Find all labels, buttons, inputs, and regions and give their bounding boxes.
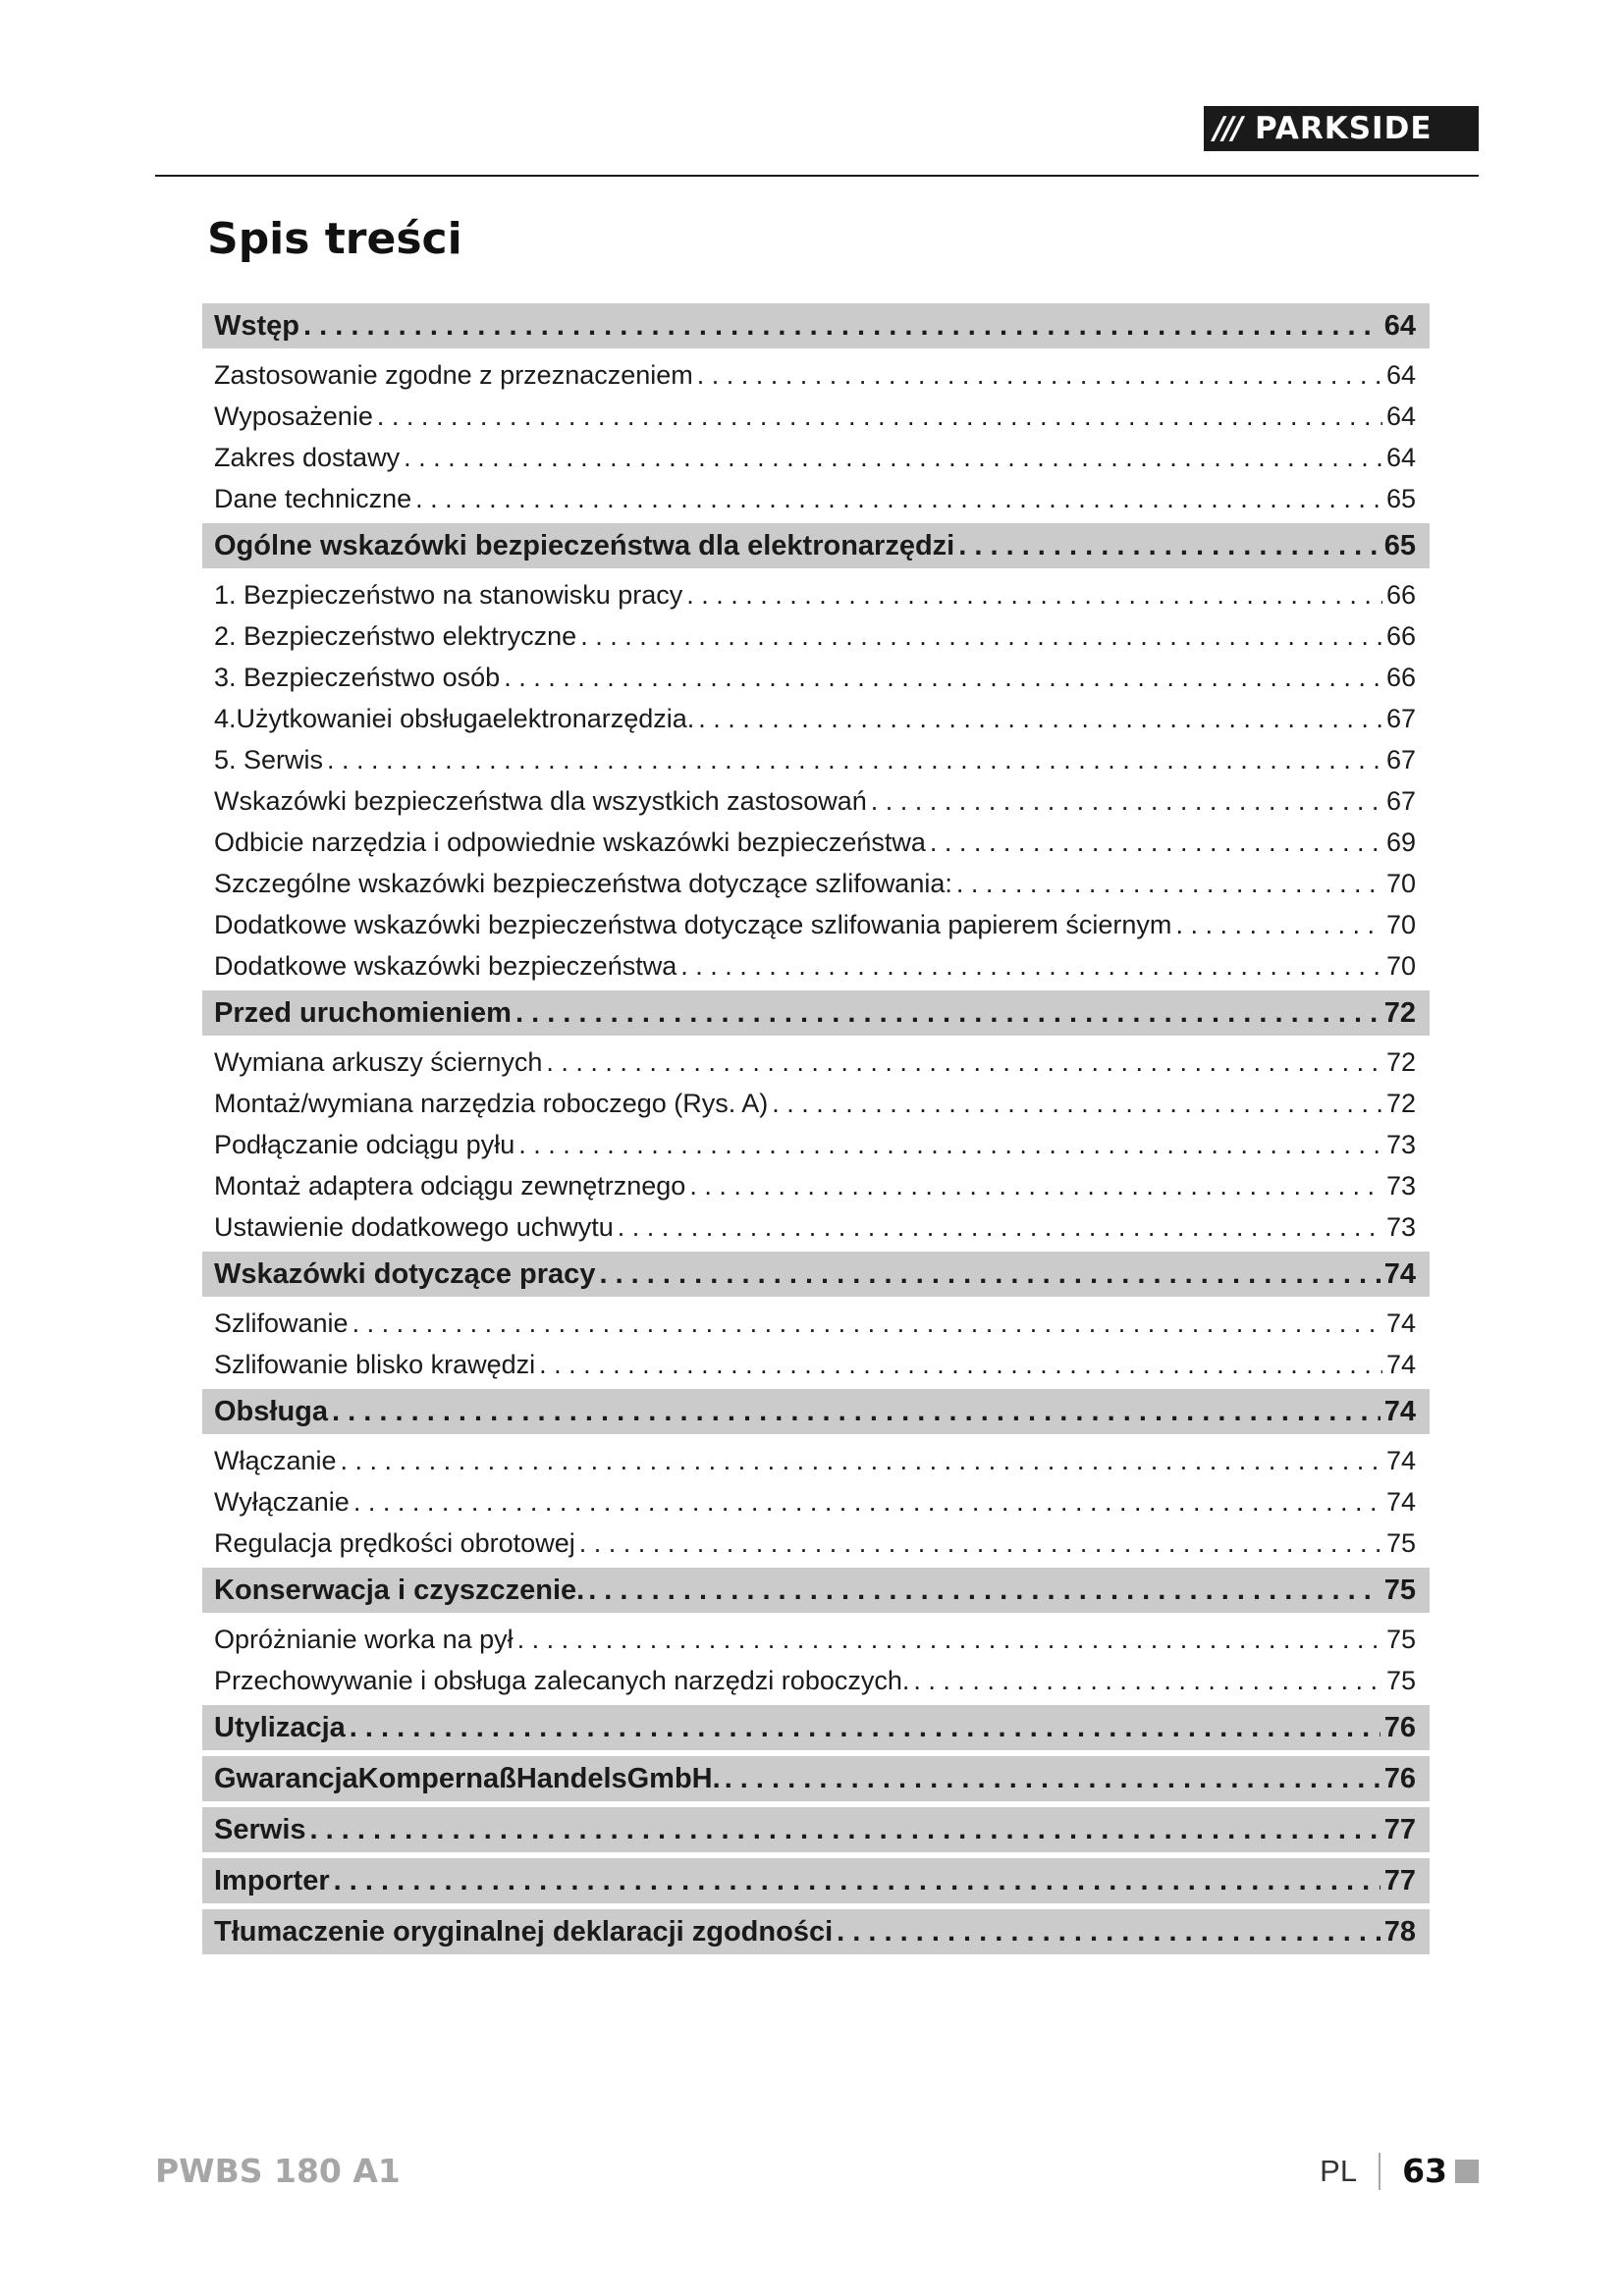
toc-item[interactable] [202,354,1430,396]
toc-page-number: 76 [1383,1711,1416,1743]
toc-item[interactable] [202,1660,1430,1701]
footer-square-icon [1455,2160,1479,2183]
toc-label: 4.Użytkowaniei obsługaelektronarzędzia. [214,703,695,733]
toc-label: Ustawienie dodatkowego uchwytu [214,1211,614,1242]
toc-leader-dots [504,663,1382,693]
toc-label: Regulacja prędkości obrotowej [214,1527,575,1558]
toc-item[interactable] [202,698,1430,739]
toc-leader-dots [546,1047,1382,1078]
toc-page-number: 67 [1385,744,1416,774]
table-of-contents [202,299,1430,1960]
toc-label: Odbicie narzędzia i odpowiednie wskazówki bezpieczeństwa [214,827,926,857]
toc-leader-dots [415,484,1382,514]
toc-item[interactable] [202,396,1430,437]
toc-section[interactable] [202,990,1430,1036]
toc-page-number: 69 [1385,827,1416,857]
toc-leader-dots [913,1666,1382,1696]
toc-page-number: 75 [1383,1574,1416,1606]
toc-page-number: 73 [1385,1129,1416,1159]
toc-leader-dots [352,1308,1382,1339]
toc-item[interactable] [202,1041,1430,1083]
toc-leader-dots [334,1865,1380,1897]
toc-page-number: 65 [1383,529,1416,561]
toc-item[interactable] [202,574,1430,615]
toc-section[interactable] [202,303,1430,348]
toc-page-number: 77 [1383,1864,1416,1896]
toc-label: Szlifowanie blisko krawędzi [214,1349,536,1379]
toc-label: 5. Serwis [214,744,324,774]
toc-leader-dots [697,360,1382,391]
footer-model: PWBS 180 A1 [155,2152,401,2190]
toc-leader-dots [680,951,1382,982]
toc-leader-dots [725,1763,1380,1795]
toc-item[interactable] [202,1619,1430,1660]
toc-leader-dots [1175,910,1382,940]
toc-label: Szczególne wskazówki bezpieczeństwa dotyczące szlifowania: [214,868,952,898]
toc-label: GwarancjaKompernaßHandelsGmbH. [214,1762,721,1794]
toc-page-number: 73 [1385,1170,1416,1201]
toc-label: Przechowywanie i obsługa zalecanych narzędzi roboczych. [214,1665,910,1695]
toc-label: Montaż adaptera odciągu zewnętrznego [214,1170,686,1201]
footer-separator [1379,2153,1380,2190]
parkside-logo [1204,106,1479,151]
toc-item[interactable] [202,615,1430,657]
toc-item[interactable] [202,822,1430,863]
toc-leader-dots [303,310,1380,343]
toc-page-number: 64 [1385,442,1416,472]
toc-label: 3. Bezpieczeństwo osób [214,662,501,692]
toc-label: Dodatkowe wskazówki bezpieczeństwa [214,950,677,981]
toc-section[interactable] [202,1756,1430,1801]
toc-leader-dots [327,745,1382,775]
toc-label: Szlifowanie [214,1308,349,1338]
toc-label: Opróżnianie worka na pył [214,1624,514,1654]
toc-section[interactable] [202,1705,1430,1750]
toc-item[interactable] [202,1206,1430,1248]
toc-label: Serwis [214,1813,306,1845]
toc-label: Włączanie [214,1445,337,1475]
toc-leader-dots [377,401,1382,432]
toc-label: Podłączanie odciągu pyłu [214,1129,515,1159]
toc-page-number: 67 [1385,703,1416,733]
toc-label: Wyłączanie [214,1486,350,1517]
toc-section[interactable] [202,1252,1430,1297]
toc-page-number: 70 [1385,909,1416,939]
toc-section[interactable] [202,1389,1430,1434]
toc-label: Zastosowanie zgodne z przeznaczeniem [214,359,693,390]
toc-label: Wstęp [214,309,299,342]
toc-leader-dots [588,1575,1380,1607]
toc-page-number: 78 [1383,1915,1416,1948]
toc-item[interactable] [202,478,1430,519]
toc-leader-dots [518,1130,1382,1160]
footer-page-number: 63 [1402,2152,1447,2190]
toc-label: 2. Bezpieczeństwo elektryczne [214,620,577,651]
toc-leader-dots [515,997,1380,1030]
toc-label: Wyposażenie [214,400,373,431]
toc-label: Dodatkowe wskazówki bezpieczeństwa dotyczące szlifowania papierem ściernym [214,909,1172,939]
toc-leader-dots [332,1396,1380,1428]
toc-page-number: 65 [1385,483,1416,513]
toc-item[interactable] [202,1481,1430,1522]
toc-label: Przed uruchomieniem [214,996,512,1029]
toc-item[interactable] [202,1344,1430,1385]
toc-label: 1. Bezpieczeństwo na stanowisku pracy [214,579,683,610]
toc-item[interactable] [202,437,1430,478]
toc-leader-dots [517,1625,1382,1655]
toc-page-number: 72 [1385,1088,1416,1118]
toc-page-number: 74 [1385,1308,1416,1338]
page-title: Spis treści [207,214,462,264]
toc-leader-dots [618,1212,1382,1243]
toc-label: Obsługa [214,1395,329,1427]
toc-label: Konserwacja i czyszczenie. [214,1574,585,1606]
footer-page-info [1320,2152,1479,2190]
toc-page-number: 74 [1383,1395,1416,1427]
toc-section[interactable] [202,1858,1430,1903]
footer-lang: PL [1320,2153,1358,2188]
toc-page-number: 72 [1385,1046,1416,1077]
toc-label: Zakres dostawy [214,442,401,472]
toc-page-number: 73 [1385,1211,1416,1242]
toc-leader-dots [579,1528,1382,1559]
toc-page-number: 70 [1385,868,1416,898]
logo-brand: PARKSIDE [1254,111,1433,146]
toc-leader-dots [353,1487,1382,1518]
toc-leader-dots [539,1350,1382,1380]
header-rule [155,175,1479,177]
toc-leader-dots [689,1171,1382,1201]
toc-leader-dots [341,1446,1382,1476]
toc-page-number: 74 [1383,1257,1416,1290]
toc-item[interactable] [202,739,1430,780]
toc-leader-dots [310,1814,1380,1846]
toc-page-number: 74 [1385,1445,1416,1475]
toc-label: Wskazówki dotyczące pracy [214,1257,596,1290]
toc-page-number: 66 [1385,579,1416,610]
toc-label: Dane techniczne [214,483,412,513]
toc-leader-dots [698,704,1382,734]
toc-leader-dots [404,443,1382,473]
toc-page-number: 74 [1385,1349,1416,1379]
toc-page-number: 72 [1383,996,1416,1029]
toc-page-number: 67 [1385,785,1416,816]
toc-section[interactable] [202,1909,1430,1954]
toc-section[interactable] [202,523,1430,568]
toc-page-number: 75 [1385,1624,1416,1654]
toc-item[interactable] [202,1165,1430,1206]
toc-leader-dots [930,828,1382,858]
toc-page-number: 64 [1383,309,1416,342]
toc-page-number: 76 [1383,1762,1416,1794]
toc-leader-dots [599,1258,1380,1291]
toc-item[interactable] [202,1124,1430,1165]
toc-leader-dots [871,786,1382,817]
toc-item[interactable] [202,1522,1430,1564]
toc-label: Utylizacja [214,1711,346,1743]
toc-label: Wymiana arkuszy ściernych [214,1046,543,1077]
toc-page-number: 70 [1385,950,1416,981]
toc-leader-dots [956,869,1382,899]
toc-item[interactable] [202,1303,1430,1344]
toc-page-number: 64 [1385,359,1416,390]
toc-page-number: 66 [1385,662,1416,692]
toc-page-number: 64 [1385,400,1416,431]
toc-page-number: 74 [1385,1486,1416,1517]
toc-section[interactable] [202,1568,1430,1613]
toc-item[interactable] [202,780,1430,822]
toc-label: Wskazówki bezpieczeństwa dla wszystkich zastosowań [214,785,867,816]
toc-label: Importer [214,1864,330,1896]
toc-page-number: 66 [1385,620,1416,651]
toc-section[interactable] [202,1807,1430,1852]
toc-item[interactable] [202,1440,1430,1481]
toc-page-number: 75 [1385,1665,1416,1695]
toc-leader-dots [958,530,1380,562]
toc-label: Montaż/wymiana narzędzia roboczego (Rys. A) [214,1088,769,1118]
toc-item[interactable] [202,863,1430,904]
toc-leader-dots [350,1712,1380,1744]
toc-label: Tłumaczenie oryginalnej deklaracji zgodności [214,1915,834,1948]
toc-item[interactable] [202,945,1430,987]
toc-page-number: 77 [1383,1813,1416,1845]
toc-leader-dots [837,1916,1380,1949]
toc-item[interactable] [202,657,1430,698]
toc-leader-dots [772,1089,1382,1119]
toc-leader-dots [686,580,1382,611]
toc-page-number: 75 [1385,1527,1416,1558]
logo-slashes: /// [1214,111,1241,146]
toc-label: Ogólne wskazówki bezpieczeństwa dla elektronarzędzi [214,529,955,561]
toc-item[interactable] [202,904,1430,945]
toc-leader-dots [580,621,1382,652]
toc-item[interactable] [202,1083,1430,1124]
